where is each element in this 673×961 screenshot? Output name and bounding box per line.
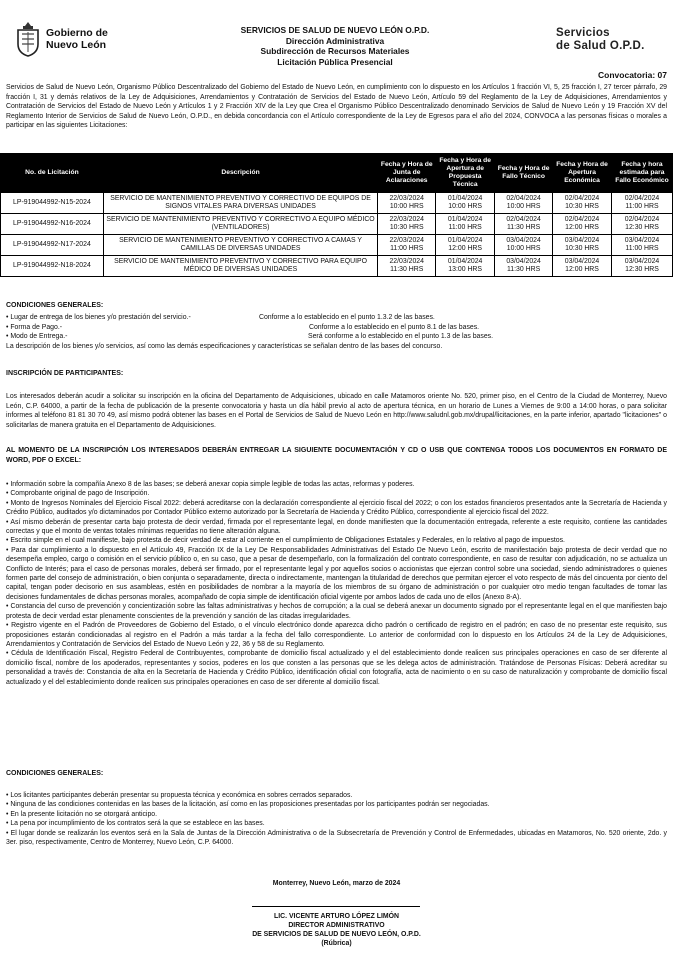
brand-line: Servicios <box>556 27 610 39</box>
coat-of-arms-icon <box>14 20 42 58</box>
logo-line: Gobierno de <box>46 27 108 39</box>
signer-block <box>0 912 673 948</box>
condicion-label: • Lugar de entrega de los bienes y/o prestación del servicio.- <box>6 314 191 321</box>
condicion-item <box>6 323 667 333</box>
date-cell: 02/04/2024 10:00 HRS <box>495 193 553 214</box>
date-cell: 01/04/2024 10:00 HRS <box>436 193 495 214</box>
place-date: Monterrey, Nuevo León, marzo de 2024 <box>272 880 401 887</box>
section-title-documentacion: AL MOMENTO DE LA INSCRIPCIÓN LOS INTERESADOS DEBERÁN ENTREGAR LA SIGUIENTE DOCUMENTACIÓN Y CD O USB QUE CONTENGA TODOS LOS DOCUMENTOS EN FORMATO DE WORD, PDF O EXCEL: <box>6 447 667 464</box>
condicion-value: Será conforme a lo establecido en el punto 1.3 de las bases. <box>308 333 494 341</box>
col-header: Fecha y Hora de Apertura de Propuesta Técnica <box>436 154 495 193</box>
condicion-item <box>6 332 667 342</box>
table-row <box>1 256 673 277</box>
licitacion-number: LP-919044992-N16-2024 <box>1 214 104 235</box>
condicion-label: • Forma de Pago.- <box>6 323 63 331</box>
condiciones-list <box>6 313 667 351</box>
signature-line <box>252 906 420 907</box>
date-cell: 03/04/2024 12:00 HRS <box>553 256 612 277</box>
list-item: • Ninguna de las condiciones contenidas en las bases de la licitación, así como en las proposiciones presentadas por los participantes podrán ser negociadas. <box>6 800 667 809</box>
date-cell: 03/04/2024 11:00 HRS <box>612 235 673 256</box>
intro-paragraph: Servicios de Salud de Nuevo León, Organismo Público Descentralizado del Gobierno del Estado de Nuevo León, en cumplimiento con lo dispuesto en los Artículos 1 fracción VI, 5, 25 fracción I, 27 tercer párrafo, 29 fracción I, 31 y demás relativos de la Ley de Adquisiciones, Arrendamientos y Contratación de Servicios del Estado de Nuevo León, Artículo 59 del Reglamento de la Ley de Adquisiciones, Arrendamientos y Contratación de Servicios del Estado de Nuevo León y Artículos 1 y 2 Fracción XIV de la Ley que Crea el Organismo Público Descentralizado denominado Servicios de Salud de Nuevo León y 19 Fracción XV del Reglamento Interior de Servicios de Salud de Nuevo León, O.P.D., en debida concordancia con el Artículo correspondiente de la Ley de Egresos para el año del 2024, CONVOCA a las personas físicas o morales a participar en las siguientes Licitaciones: <box>6 84 667 129</box>
licitacion-description: SERVICIO DE MANTENIMIENTO PREVENTIVO Y CORRECTIVO DE EQUIPOS DE SIGNOS VITALES PARA DIVERSAS UNIDADES <box>103 193 377 214</box>
date-cell: 01/04/2024 11:00 HRS <box>436 214 495 235</box>
date-cell: 02/04/2024 11:00 HRS <box>612 193 673 214</box>
col-header: Descripción <box>103 154 377 193</box>
list-item: • Monto de Ingresos Nominales del Ejercicio Fiscal 2022: deberá acreditarse con la declaración correspondiente al ejercicio fiscal del 2022; o con los estados financieros presentados ante la Secretaría de Hacienda y Crédito Público, auditados y/o dictaminados por Contador Público externo autorizado por la Secretaría de Hacienda y Crédito Público, correspondiente al ejercicio fiscal del 2022. <box>6 499 667 518</box>
date-cell: 22/03/2024 10:00 HRS <box>378 193 436 214</box>
procedure-title: Licitación Pública Presencial <box>277 56 393 67</box>
licitacion-number: LP-919044992-N15-2024 <box>1 193 104 214</box>
signer-title: DIRECTOR ADMINISTRATIVO <box>288 922 385 929</box>
documentacion-list <box>6 480 667 687</box>
rubrica: (Rúbrica) <box>321 940 352 947</box>
col-header: Fecha y hora estimada para Fallo Económico <box>612 154 673 193</box>
list-item: • Para dar cumplimiento a lo dispuesto en el Artículo 49, Fracción IX de la Ley De Responsabilidades Administrativas del Estado De Nuevo León, escrito de manifestación bajo protesta de decir verdad que no desempeña empleo, cargo o comisión en el servicio público o, en su caso, que a pesar de desempeñarlo, con la formalización del contrato correspondiente, en caso de resultar con adjudicación, no se actualiza un Conflicto de Interés; para el caso de personas morales, deberá ser firmado, por el representante legal y por aquellos socios o accionistas que ejerzan control sobre una sociedad, siendo administradores o quienes formen parte del consejo de administración, o bien conjunta o separadamente, directa o indirectamente, mantengan la titularidad de derechos que permitan ejercer el voto respecto de más del cincuenta por ciento del capital, tengan poder decisorio en sus asambleas, estén en posibilidades de nombrar a la mayoría de los miembros de su órgano de administración o por cualquier otro medio tengan facultades de tomar las decisiones fundamentales de dichas personas morales, acompañado de copia simple de identificación oficial vigente por ambos lados de cada uno de ellos (Anexo 8-A). <box>6 546 667 602</box>
date-cell: 02/04/2024 12:30 HRS <box>612 214 673 235</box>
section-title-inscripcion: INSCRIPCIÓN DE PARTICIPANTES: <box>6 370 124 377</box>
date-cell: 02/04/2024 11:30 HRS <box>495 214 553 235</box>
condicion-label: • Modo de Entrega.- <box>6 333 68 341</box>
licitaciones-table <box>0 153 673 277</box>
list-item: • Registro vigente en el Padrón de Proveedores de Gobierno del Estado, o el vínculo electrónico donde aparezca dicho padrón o certificado de registro en el padrón; en caso de no presentar este requisito, sus proposiciones estarán condicionadas al registro en el Padrón a más tardar a la fecha del fallo correspondiente. Lo anterior de conformidad con lo dispuesto en los Artículos 24 de la Ley de Adquisiciones, Arrendamientos y Contratación de Servicios del Estado de Nuevo León y 22, 36 y 58 de su Reglamento. <box>6 621 667 649</box>
convocatoria-number: Convocatoria: 07 <box>598 70 667 80</box>
licitacion-number: LP-919044992-N17-2024 <box>1 235 104 256</box>
condiciones-2-list <box>6 791 667 847</box>
licitacion-description: SERVICIO DE MANTENIMIENTO PREVENTIVO Y CORRECTIVO A CAMAS Y CAMILLAS DE DIVERSAS UNIDADES <box>103 235 377 256</box>
servicios-salud-brand <box>556 27 645 53</box>
list-item: • Información sobre la compañía Anexo 8 de las bases; se deberá anexar copia simple legible de todas las actas, reformas y poderes. <box>6 480 667 489</box>
list-item: • Así mismo deberán de presentar carta bajo protesta de decir verdad, firmada por el representante legal, en donde manifiesten que la documentación entregada, referente a este requisito, contiene las cantidades correctas y que el monto de ventas totales mínimas requeridas no tiene alteración alguna. <box>6 518 667 537</box>
list-item: • En la presente licitación no se otorgará anticipo. <box>6 810 667 819</box>
date-cell: 03/04/2024 11:30 HRS <box>495 256 553 277</box>
inscripcion-paragraph: Los interesados deberán acudir a solicitar su inscripción en la oficina del Departamento de Adquisiciones, ubicado en calle Matamoros oriente No. 520, primer piso, en el Centro de la Ciudad de Monterrey, Nuevo León, C.P. 64000, a partir de la fecha de publicación de la presente convocatoria y hasta un día hábil previo al acto de apertura técnica, en un horario de Lunes a Viernes de 9:00 a 14:00 horas, o para solicitar informes al teléfono 81 81 30 70 49, así mismo podrá obtener las bases en el Portal de Servicios de Salud de Nuevo León en http://www.saludnl.gob.mx/drupal/licitaciones, en la parte inferior, apartado "licitaciones" o solicitarlas de manera gratuita en el Departamento de Adquisiciones. <box>6 393 667 429</box>
col-header: No. de Licitación <box>1 154 104 193</box>
signer-org: DE SERVICIOS DE SALUD DE NUEVO LEÓN, O.P.D. <box>252 931 421 938</box>
list-item: • Comprobante original de pago de Inscripción. <box>6 489 667 498</box>
licitacion-description: SERVICIO DE MANTENIMIENTO PREVENTIVO Y CORRECTIVO A EQUIPO MÉDICO (VENTILADORES) <box>103 214 377 235</box>
subdept-title: Subdirección de Recursos Materiales <box>260 46 410 56</box>
table-row <box>1 214 673 235</box>
date-cell: 02/04/2024 12:00 HRS <box>553 214 612 235</box>
logo-line: Nuevo León <box>46 39 107 51</box>
col-header: Fecha y Hora de Fallo Técnico <box>495 154 553 193</box>
list-item: • La pena por incumplimiento de los contratos será la que se establece en las bases. <box>6 819 667 828</box>
list-item: • Los licitantes participantes deberán presentar su propuesta técnica y económica en sobres cerrados separados. <box>6 791 667 800</box>
table-header-row <box>1 154 673 193</box>
col-header: Fecha y Hora de Junta de Aclaraciones <box>378 154 436 193</box>
list-item: • El lugar donde se realizarán los eventos será en la Sala de Juntas de la Dirección Administrativa o de la Subsecretaría de Prevención y Control de Enfermedades, ubicadas en Matamoros, No. 520 oriente, 2do. y 3er. piso, respectivamente, Centro de Monterrey, Nuevo León, C.P. 64000. <box>6 829 667 848</box>
licitacion-number: LP-919044992-N18-2024 <box>1 256 104 277</box>
date-cell: 01/04/2024 12:00 HRS <box>436 235 495 256</box>
list-item: • Cédula de Identificación Fiscal, Registro Federal de Contribuyentes, comprobante de domicilio fiscal actualizado y el del establecimiento donde realicen sus principales operaciones en caso de ser diferente al domicilio fiscal, nombre de los apoderados, representantes y socios, poderes en los que consten a las personas que se les delega actos de administración. Tratándose de Personas Físicas: Deberá acreditar su personalidad a través de: Constancia de alta en la Secretaría de Hacienda y Crédito Público, identificación oficial con fotografía, acta de nacimiento o en su caso de naturalización y comprobante de domicilio fiscal actualizado y el del establecimiento donde realicen sus principales operaciones en caso de ser diferente al domicilio fiscal. <box>6 649 667 687</box>
condicion-item <box>6 313 667 323</box>
header-titles <box>170 25 500 67</box>
list-item: • Escrito simple en el cual manifieste, bajo protesta de decir verdad de estar al corriente en el cumplimiento de Obligaciones Estatales y Federales, en lo relativo al pago de impuestos. <box>6 536 667 545</box>
table-row <box>1 193 673 214</box>
signer-name: LIC. VICENTE ARTURO LÓPEZ LIMÓN <box>274 913 399 920</box>
org-title: SERVICIOS DE SALUD DE NUEVO LEÓN O.P.D. <box>240 25 430 35</box>
condicion-value: Conforme a lo establecido en el punto 8.1 de las bases. <box>309 323 480 331</box>
date-cell: 02/04/2024 10:30 HRS <box>553 193 612 214</box>
date-cell: 22/03/2024 11:30 HRS <box>378 256 436 277</box>
date-cell: 03/04/2024 12:30 HRS <box>612 256 673 277</box>
date-cell: 22/03/2024 10:30 HRS <box>378 214 436 235</box>
list-item: • Constancia del curso de prevención y concientización sobre las faltas administrativas y hechos de corrupción; a la cual se deberá anexar un documento signado por el representante legal en el que manifiesten bajo protesta de decir verdad estar plenamente conscientes de la prevención y sanción de las citadas irregularidades. <box>6 602 667 621</box>
condicion-value: Conforme a lo establecido en el punto 1.3.2 de las bases. <box>259 314 435 321</box>
gobierno-logo <box>14 20 124 60</box>
date-cell: 01/04/2024 13:00 HRS <box>436 256 495 277</box>
dept-title: Dirección Administrativa <box>285 35 385 46</box>
date-cell: 03/04/2024 10:00 HRS <box>495 235 553 256</box>
section-title-condiciones-2: CONDICIONES GENERALES: <box>6 770 104 777</box>
brand-line: de Salud O.P.D. <box>556 40 645 52</box>
licitacion-description: SERVICIO DE MANTENIMIENTO PREVENTIVO Y CORRECTIVO PARA EQUIPO MÉDICO DE DIVERSAS UNIDADES <box>103 256 377 277</box>
condicion-note: La descripción de los bienes y/o servicios, así como las demás especificaciones y características se señalan dentro de las bases del concurso. <box>6 342 443 350</box>
date-cell: 22/03/2024 11:00 HRS <box>378 235 436 256</box>
col-header: Fecha y Hora de Apertura Económica <box>553 154 612 193</box>
table-row <box>1 235 673 256</box>
section-title-condiciones: CONDICIONES GENERALES: <box>6 302 104 309</box>
date-cell: 03/04/2024 10:30 HRS <box>553 235 612 256</box>
